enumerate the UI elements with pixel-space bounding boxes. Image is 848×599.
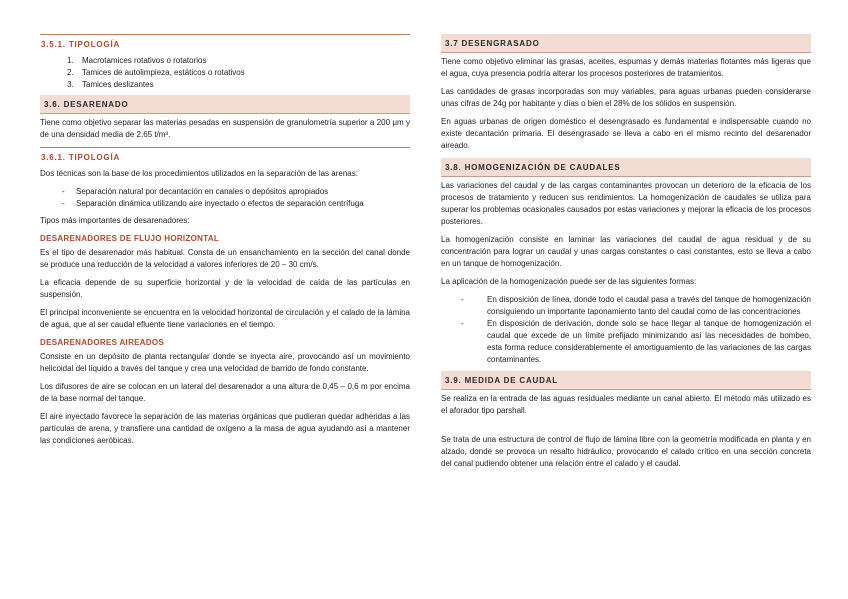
dash-bullet: - xyxy=(461,295,464,304)
right-column xyxy=(441,34,811,476)
list-item: 2. Tamices de autolimpieza, estáticos o rotativos xyxy=(76,67,410,79)
section-3-6-heading: 3.6. DESARENADO xyxy=(40,95,410,114)
section-3-7-heading: 3.7 DESENGRASADO xyxy=(441,34,811,53)
paragraph: La eficacia depende de su superficie horizontal y de la velocidad de caída de las partículas en suspensión. xyxy=(40,278,410,299)
paragraph: El principal inconveniente se encuentra en la velocidad horizontal de circulación y el calado de la lámina de agua, que al ser caudal efluente tiene variaciones en el tiempo. xyxy=(40,308,410,329)
list-item: 1. Macrotamices rotativos o rotatorios xyxy=(76,55,410,67)
section-3-9-heading: 3.9. MEDIDA DE CAUDAL xyxy=(441,371,811,390)
aireados-heading: DESARENADORES AIREADOS xyxy=(40,338,165,347)
list-item: 3. Tamices deslizantes xyxy=(76,79,410,91)
list-item xyxy=(62,198,410,210)
tamices-list xyxy=(40,55,410,91)
list-item-text: En disposición de derivación, donde solo se hace llegar al tanque de homogenización el caudal que excede de un límite prefijado minimizando así las necesidades de bombeo, esta forma reduce considerablemente el amortiguamiento de las variaciones de las cargas contaminantes. xyxy=(487,319,811,364)
paragraph: Las variaciones del caudal y de las cargas contaminantes provocan un deterioro de la eficacia de los procesos de tratamiento y reducen sus rendimientos. La homogenización de caudales se utiliza para superar los problemas ocasionales causados por estas variaciones y mejorar la eficacia de los procesos posteriores. xyxy=(441,181,811,226)
list-item xyxy=(461,294,811,318)
paragraph: La homogenización consiste en laminar las variaciones del caudal de agua residual y de su concentración para lograr un caudal y unas cargas constantes o casi constantes, esto se lleva a cabo en un tanque de homogenización. xyxy=(441,235,811,268)
list-item xyxy=(461,318,811,366)
spacer xyxy=(441,423,811,431)
list-item-text: En disposición de línea, donde todo el caudal pasa a través del tanque de homogenización consiguiendo un importante taponamiento tanto del caudal como de las concentraciones xyxy=(487,295,811,316)
section-3-6-1-heading: 3.6.1. TIPOLOGÍA xyxy=(40,147,410,165)
section-3-8-heading: 3.8. HOMOGENIZACIÓN DE CAUDALES xyxy=(441,158,811,177)
paragraph: Se realiza en la entrada de las aguas residuales mediante un canal abierto. El método más utilizado es el aforador tipo parshall. xyxy=(441,394,811,415)
flujo-horizontal-heading: DESARENADORES DE FLUJO HORIZONTAL xyxy=(40,234,220,243)
paragraph: Se trata de una estructura de control de flujo de lámina libre con la geometría modificada en planta y en alzado, donde se provoca un resalto hidráulico, provocando el calado crítico en una sección concreta del canal pudiendo obtener una relación entre el calado y el caudal. xyxy=(441,435,811,468)
paragraph: Los difusores de aire se colocan en un lateral del desarenador a una altura de 0,45 – 0,6 m por encima de la base normal del tanque. xyxy=(40,382,410,403)
homogenizacion-list xyxy=(441,294,811,366)
tecnicas-list xyxy=(40,186,410,210)
paragraph: Consiste en un depósito de planta rectangular donde se inyecta aire, provocando así un movimiento helicoidal del líquido a través del tanque y crea una velocidad de barrido de fondo constante. xyxy=(40,352,410,373)
paragraph: Las cantidades de grasas incorporadas son muy variables, para aguas urbanas pueden considerarse unas cifras de 24g por habitante y días o bien el 28% de los sólidos en suspensión. xyxy=(441,87,811,108)
paragraph: En aguas urbanas de origen doméstico el desengrasado es fundamental e indispensable cuando no existe decantación primaria. El desengrasado se lleva a cabo en el mismo recinto del desarenador aireado. xyxy=(441,117,811,150)
left-column xyxy=(40,34,410,453)
dash-bullet: - xyxy=(62,199,65,208)
paragraph: El aire inyectado favorece la separación de las materias orgánicas que pudieran quedar adheridas a las partículas de arena, y transfiere una cantidad de oxígeno a la masa de agua ayudando así a mantener las condiciones aeróbicas. xyxy=(40,412,410,445)
paragraph: Tiene como objetivo separar las materias pesadas en suspensión de granulometría superior a 200 μm y de una densidad media de 2,65 t/m³. xyxy=(40,118,410,139)
paragraph: Tiene como objetivo eliminar las grasas, aceites, espumas y demás materias flotantes más ligeras que el agua, cuya presencia podría alterar los procesos posteriores de tratamientos. xyxy=(441,57,811,78)
paragraph: Es el tipo de desarenador más habitual. Consta de un ensanchamiento en la sección del canal donde se produce una reducción de la velocidad a valores inferiores de 20 – 30 cm/s. xyxy=(40,248,410,269)
list-item-text: Separación dinámica utilizando aire inyectado o efectos de separación centrífuga xyxy=(76,199,364,208)
paragraph: Tipos más importantes de desarenadores: xyxy=(40,216,190,225)
section-3-5-1-heading: 3.5.1. TIPOLOGÍA xyxy=(40,34,410,52)
list-item xyxy=(62,186,410,198)
paragraph: La aplicación de la homogenización puede ser de las siguientes formas: xyxy=(441,277,697,286)
list-item-text: Separación natural por decantación en canales o depósitos apropiados xyxy=(76,187,329,196)
paragraph: Dos técnicas son la base de los procedimientos utilizados en la separación de las arenas: xyxy=(40,169,358,178)
dash-bullet: - xyxy=(62,187,65,196)
dash-bullet: - xyxy=(461,319,464,328)
